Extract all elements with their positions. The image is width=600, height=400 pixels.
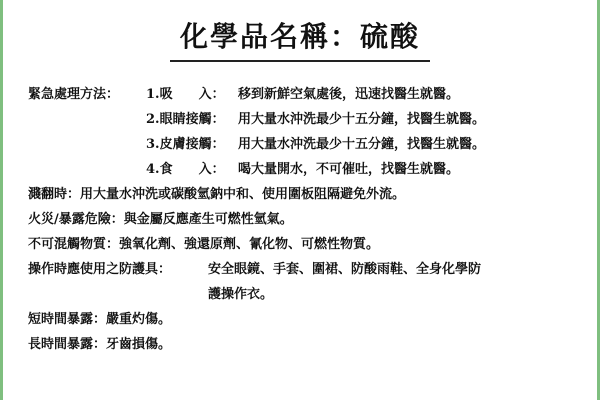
protective-line1: 安全眼鏡、手套、圍裙、防酸雨鞋、全身化學防 [208,262,482,277]
protective-row-2 [28,284,588,305]
title-area [0,18,600,62]
page-title: 化學品名稱：硫酸 [170,18,430,62]
first-aid-row-2 [28,109,588,130]
first-aid-label: 緊急處理方法： [28,87,120,102]
incompatible-label: 不可混觸物質： [28,237,120,252]
fire-text: 與金屬反應產生可燃性氫氣。 [123,212,293,227]
short-term-label: 短時間暴露： [28,312,107,327]
first-aid-item-text: 移到新鮮空氣處後，迅速找醫生就醫。 [238,87,460,102]
short-term-text: 嚴重灼傷。 [106,312,172,327]
protective-line2: 護操作衣。 [208,287,274,302]
spill-text: 用大量水沖洗或碳酸氫鈉中和、使用圍板阻隔避免外流。 [80,187,406,202]
first-aid-item-label: 4.食 入： [146,162,225,177]
incompatible-row [28,234,588,255]
short-term-row [28,309,588,330]
spill-row [28,184,588,205]
first-aid-row-1 [28,84,588,105]
first-aid-item-label: 3.皮膚接觸： [146,137,225,152]
protective-label: 操作時應使用之防護具： [28,262,172,277]
fire-label: 火災/暴露危險： [28,212,124,227]
first-aid-row-4 [28,159,588,180]
first-aid-item-text: 用大量水沖洗最少十五分鐘，找醫生就醫。 [238,112,486,127]
first-aid-item-text: 喝大量開水，不可催吐，找醫生就醫。 [238,162,460,177]
first-aid-item-label: 1.吸 入： [146,87,225,102]
long-term-text: 牙齒損傷。 [106,337,172,352]
first-aid-item-label: 2.眼睛接觸： [146,112,225,127]
spill-label: 濺翻時： [28,187,81,202]
fire-row [28,209,588,230]
incompatible-text: 強氧化劑、強還原劑、氰化物、可燃性物質。 [119,237,380,252]
first-aid-row-3 [28,134,588,155]
first-aid-item-text: 用大量水沖洗最少十五分鐘，找醫生就醫。 [238,137,486,152]
document-content [28,84,588,359]
long-term-label: 長時間暴露： [28,337,107,352]
long-term-row [28,334,588,355]
protective-row [28,259,588,280]
